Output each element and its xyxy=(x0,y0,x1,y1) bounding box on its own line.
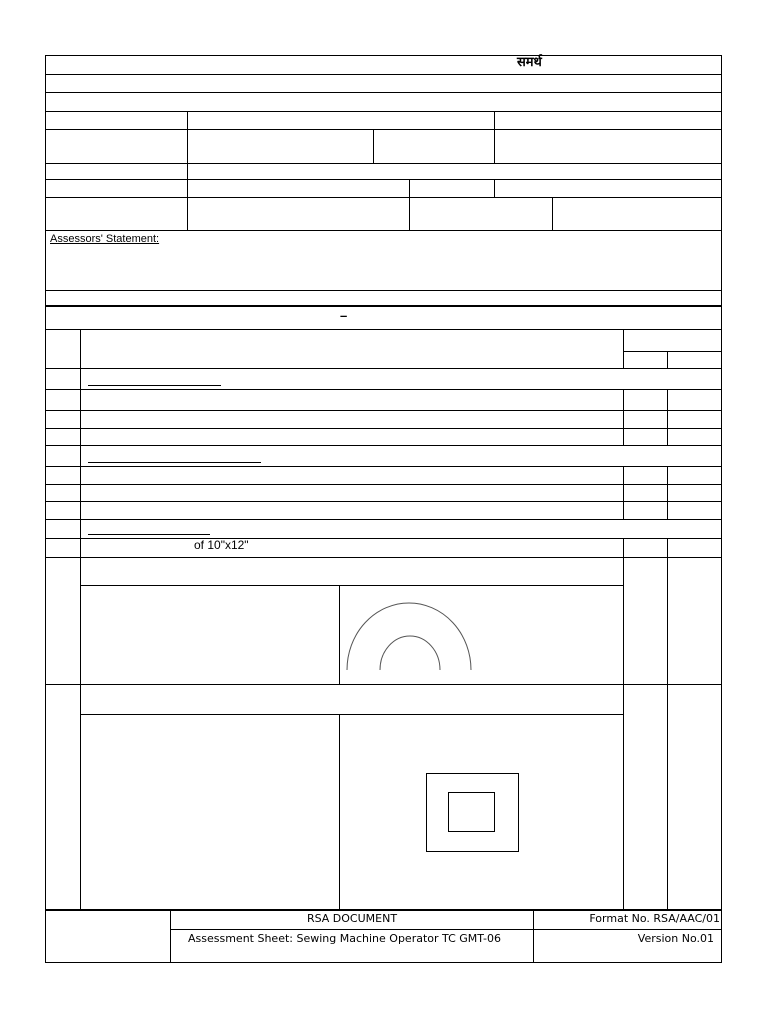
rule xyxy=(45,519,722,520)
footer-format-no: Format No. RSA/AAC/01 xyxy=(589,912,720,925)
footer-sheet-title: Assessment Sheet: Sewing Machine Operator TC GMT-06 xyxy=(188,932,501,945)
assessors-statement-label: Assessors' Statement: xyxy=(50,233,160,245)
rule xyxy=(45,129,722,130)
rule xyxy=(170,929,722,930)
rule xyxy=(45,428,722,429)
col-divider xyxy=(623,329,624,368)
col-divider xyxy=(667,466,668,519)
arch-diagram xyxy=(340,586,622,683)
section-heading-underline xyxy=(88,534,210,535)
section-heading-underline xyxy=(88,462,261,463)
rule xyxy=(45,389,722,390)
rule xyxy=(45,962,722,963)
section-rule xyxy=(45,305,722,307)
rule xyxy=(45,538,722,539)
rule xyxy=(45,74,722,75)
footer-doc-label: RSA DOCUMENT xyxy=(306,912,398,925)
col-divider xyxy=(373,129,374,163)
col-divider xyxy=(667,351,668,368)
rule xyxy=(45,92,722,93)
org-name: समर्थ xyxy=(517,55,542,70)
rule xyxy=(721,910,722,962)
task-note: of 10"x12" xyxy=(194,538,249,552)
rule xyxy=(45,55,722,56)
rule xyxy=(45,410,722,411)
col-divider xyxy=(667,389,668,445)
col-divider xyxy=(494,179,495,197)
square-frame-diagram xyxy=(340,715,622,908)
col-divider xyxy=(552,197,553,230)
footer-version-no: Version No.01 xyxy=(637,932,714,945)
rule xyxy=(45,484,722,485)
rule xyxy=(45,163,722,164)
rule xyxy=(45,111,722,112)
rule xyxy=(623,351,722,352)
rule xyxy=(45,290,722,291)
left-border xyxy=(45,55,46,910)
sno-col-divider xyxy=(80,329,81,909)
rule xyxy=(45,368,722,369)
rule xyxy=(45,910,722,911)
right-border xyxy=(721,55,722,910)
col-divider xyxy=(623,466,624,519)
section-divider: – xyxy=(340,308,348,323)
rule xyxy=(45,230,722,231)
col-divider xyxy=(623,538,624,909)
col-divider xyxy=(187,111,188,230)
rule xyxy=(45,197,722,198)
rule xyxy=(45,910,46,962)
rule xyxy=(45,684,722,685)
col-divider xyxy=(409,179,410,230)
rule xyxy=(45,445,722,446)
rule xyxy=(45,466,722,467)
section-heading-underline xyxy=(88,385,221,386)
rule xyxy=(45,179,722,180)
col-divider xyxy=(494,111,495,163)
col-divider xyxy=(667,538,668,909)
rule xyxy=(45,329,722,330)
col-divider xyxy=(623,389,624,445)
rule xyxy=(45,501,722,502)
rule xyxy=(45,557,722,558)
